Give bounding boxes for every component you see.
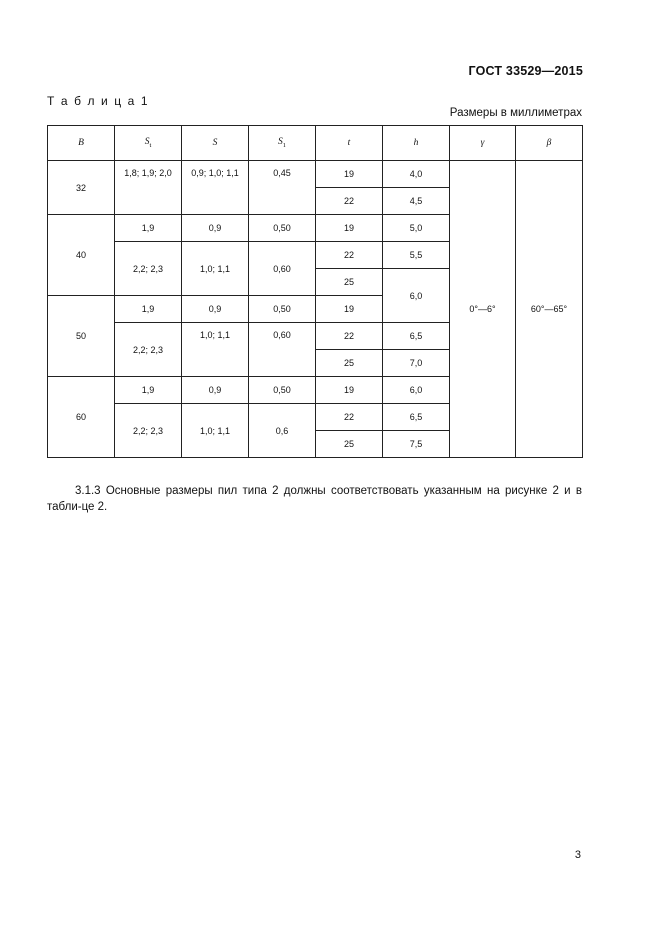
cell-st: 2,2; 2,3 (115, 242, 182, 296)
cell-t: 19 (316, 296, 383, 323)
cell-h: 4,5 (383, 188, 450, 215)
paragraph-3-1-3: 3.1.3 Основные размеры пил типа 2 должны соответствовать указанным на рисунке 2 и в табли-це 2. (47, 484, 582, 513)
cell-t: 22 (316, 242, 383, 269)
cell-t: 22 (316, 404, 383, 431)
cell-beta: 60°—65° (516, 161, 583, 458)
cell-b: 50 (48, 296, 115, 377)
header-row (48, 126, 583, 161)
cell-h: 6,5 (383, 404, 450, 431)
cell-t: 25 (316, 350, 383, 377)
cell-st: 1,9 (115, 296, 182, 323)
cell-b: 60 (48, 377, 115, 458)
st-main: S (144, 137, 150, 148)
cell-h: 6,0 (383, 377, 450, 404)
table-title: Т а б л и ц а 1 (47, 94, 150, 108)
cell-s1: 0,50 (249, 215, 316, 242)
cell-t: 19 (316, 377, 383, 404)
cell-st: 1,9 (115, 377, 182, 404)
dimensions-table (47, 125, 583, 458)
units-caption: Размеры в миллиметрах (449, 107, 582, 119)
cell-b: 40 (48, 215, 115, 296)
col-header-t: t (316, 126, 383, 161)
col-header-h: h (383, 126, 450, 161)
cell-t: 22 (316, 188, 383, 215)
s1-sub: 1 (282, 141, 286, 149)
cell-s1: 0,60 (249, 323, 316, 377)
s1-main: S (278, 137, 283, 148)
cell-s1: 0,45 (249, 161, 316, 215)
cell-s1: 0,50 (249, 377, 316, 404)
cell-s1: 0,6 (249, 404, 316, 458)
cell-s: 1,0; 1,1 (182, 404, 249, 458)
cell-s: 1,0; 1,1 (182, 242, 249, 296)
cell-t: 19 (316, 161, 383, 188)
cell-b: 32 (48, 161, 115, 215)
cell-gamma: 0°—6° (450, 161, 516, 458)
cell-h: 7,0 (383, 350, 450, 377)
cell-t: 22 (316, 323, 383, 350)
cell-h: 7,5 (383, 431, 450, 458)
cell-t: 19 (316, 215, 383, 242)
col-header-beta: β (516, 126, 583, 161)
st-sub: t (149, 141, 152, 149)
table-row (48, 161, 583, 188)
cell-h: 5,0 (383, 215, 450, 242)
col-header-b: B (48, 126, 115, 161)
col-header-gamma: γ (450, 126, 516, 161)
cell-t: 25 (316, 431, 383, 458)
cell-st: 1,8; 1,9; 2,0 (115, 161, 182, 215)
cell-h: 4,0 (383, 161, 450, 188)
standard-code: ГОСТ 33529—2015 (468, 64, 583, 78)
cell-st: 1,9 (115, 215, 182, 242)
col-header-s: S (182, 126, 249, 161)
col-header-st (115, 126, 182, 161)
cell-s1: 0,50 (249, 296, 316, 323)
cell-s1: 0,60 (249, 242, 316, 296)
col-header-s1 (249, 126, 316, 161)
cell-st: 2,2; 2,3 (115, 323, 182, 377)
page-number: 3 (574, 849, 581, 861)
cell-h: 6,0 (383, 269, 450, 323)
cell-s: 0,9 (182, 215, 249, 242)
cell-h: 5,5 (383, 242, 450, 269)
cell-s: 0,9 (182, 296, 249, 323)
cell-h: 6,5 (383, 323, 450, 350)
cell-s: 0,9 (182, 377, 249, 404)
cell-st: 2,2; 2,3 (115, 404, 182, 458)
cell-s: 0,9; 1,0; 1,1 (182, 161, 249, 215)
cell-s: 1,0; 1,1 (182, 323, 249, 377)
cell-t: 25 (316, 269, 383, 296)
